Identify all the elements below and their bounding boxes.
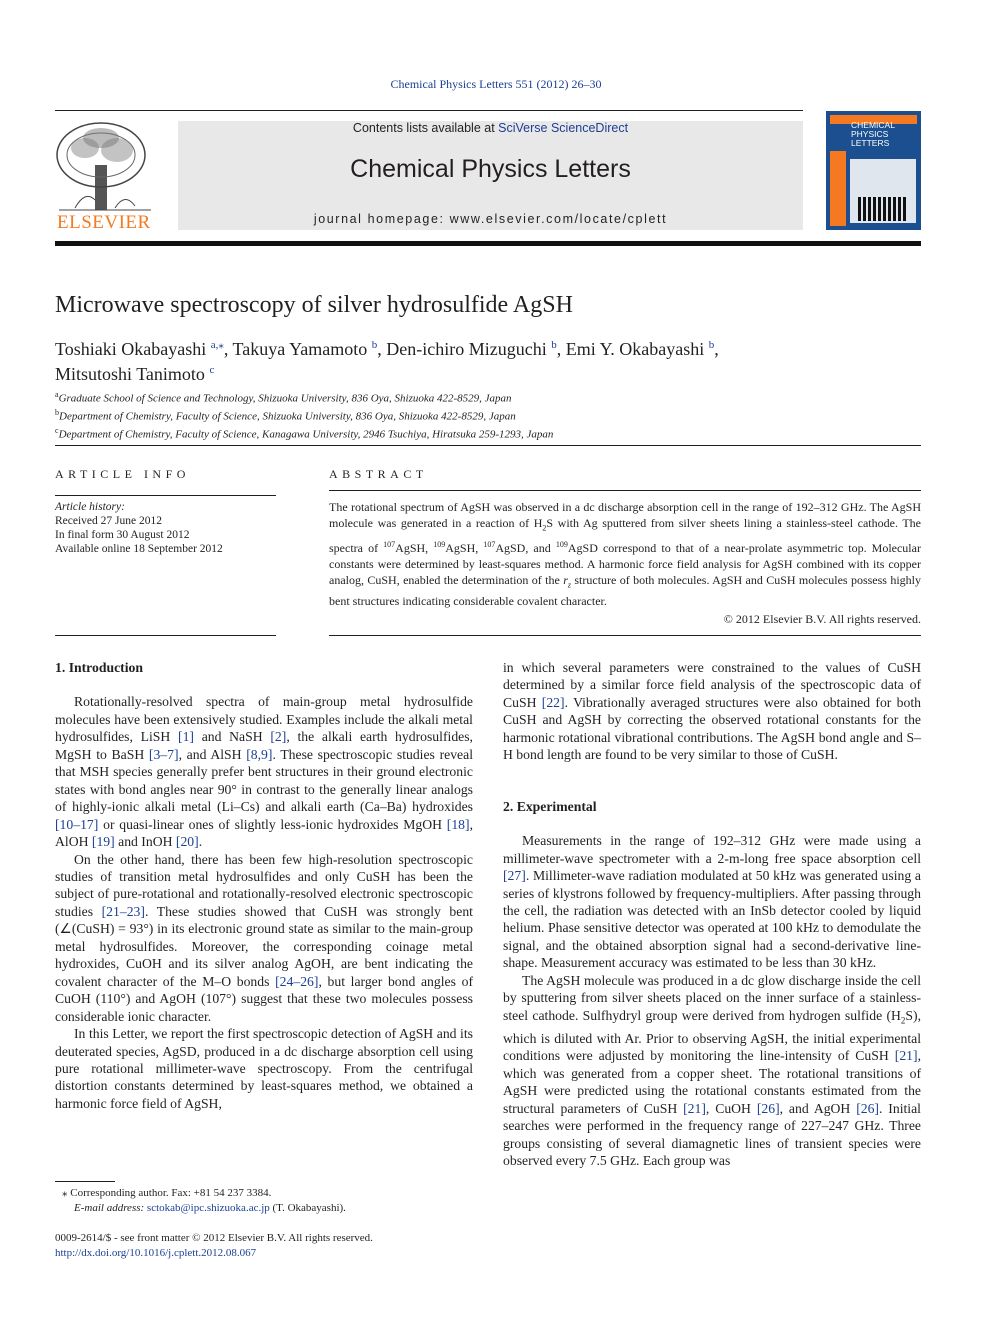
affiliation-c [55,424,553,442]
journal-cover [826,111,921,230]
history-label: Article history: [55,501,125,513]
article-title: Microwave spectroscopy of silver hydrosulfide AgSH [55,292,573,318]
experimental-paragraph: Measurements in the range of 192–312 GHz were made using a millimeter-wave spectrometer with a 2-m-long free space absorption cell [27]. Millimeter-wave radiation modulated at 50 kHz was generated using a series of klystrons followed by frequency-multipliers. After passing through the cell, the radiation was detected with an InSb detector cooled by liquid helium. Phase sensitive detector was operated at 100 kHz to demodulate the signal, and the obtained absorption signal had a second-derivative line-shape. Measurement accuracy was estimated to be less than 30 kHz. [503,833,921,971]
author-affiliation-ref[interactable]: b [708,339,715,351]
elsevier-logo [55,120,155,232]
info-rule-bottom [55,635,276,636]
final-form-date: In final form 30 August 2012 [55,529,190,541]
right-column [503,659,921,1170]
author-name: Takuya Yamamoto [232,339,368,359]
email-line [62,1201,346,1216]
issn-line: 0009-2614/$ - see front matter © 2012 Elsevier B.V. All rights reserved. [55,1232,373,1244]
intro-paragraph-continued: in which several parameters were constrained to the values of CuSH determined by a similar force field analysis of the spectroscopic data of CuSH [22]. Vibrationally averaged structures were also obtained for both CuSH and AgSH by correcting the observed rotational constants for the harmonic rotational vibrational contributions. The AgSH bond angle and S–H bond length are found to be very similar to those of CuSH. [503,660,921,763]
author-affiliation-ref[interactable]: c [209,364,215,376]
info-rule-top [55,495,276,496]
abstract-rule-bottom [329,635,921,636]
affiliation-text: Department of Chemistry, Faculty of Science, Shizuoka University, 836 Oya, Shizuoka 422-8529, Japan [59,410,516,423]
experimental-paragraph: The AgSH molecule was produced in a dc glow discharge inside the cell by sputtering from silver sheets placed on the inner surface of a stainless-steel cathode. Sulfhydryl group were derived from hydrogen sulfide $(H_2S)$, which is diluted with Ar. Prior to observing AgSH, the initial experimental conditions were adjusted by monitoring the line-intensity of CuSH [21], which was generated from a copper sheet. The rotational transitions of AgSH were predicted using the rotational constants estimated from the structural parameters of CuSH [21], CuOH [26], and AgOH [26]. Initial searches were performed in the frequency range of 227–247 GHz. Three groups consisting of several diamagnetic lines of transient species were observed every 7.5 GHz. Each group was [503,972,921,1169]
corresponding-footnote [62,1186,346,1215]
abstract-body: The rotational spectrum of AgSH was observed in a dc discharge absorption cell in the range of 192–312 GHz. The AgSH molecule was generated in a reaction of $H_2S$ with Ag sputtered from silver sheets lining a stainless-steel cathode. The spectra of $^{107}$AgSH, $^{109}$AgSH, $^{107}$AgSD, and $^{109}$AgSD correspond to that of a near-prolate asymmetric top. Molecular constants were determined by least-squares method. A harmonic force field analysis for AgSH combined with its copper analog, CuSH, enabled the determination of the $r_z$ structure of both molecules. AgSH and CuSH molecules possess highly bent structures indicating considerable covalent character. [329,500,921,609]
elsevier-wordmark: ELSEVIER [57,212,151,233]
affiliation-key: c [55,426,59,436]
header-divider [55,110,803,111]
received-date: Received 27 June 2012 [55,515,162,527]
abstract-copyright: © 2012 Elsevier B.V. All rights reserved. [723,612,921,626]
affiliations [55,388,553,442]
doi-link[interactable]: http://dx.doi.org/10.1016/j.cplett.2012.08.067 [55,1246,257,1259]
author-separator: , [556,339,562,359]
header-thick-rule [55,241,921,246]
online-date: Available online 18 September 2012 [55,543,223,555]
abstract-heading: ABSTRACT [329,467,428,481]
affiliation-key: a [55,390,59,399]
contents-line [178,121,803,135]
author-name: Den-ichiro Mizuguchi [386,339,547,359]
author-separator: , [714,339,719,359]
journal-citation: Chemical Physics Letters 551 (2012) 26–30 [390,77,602,91]
abstract-rule-top [329,490,921,491]
cover-spectrum-icon [856,193,908,221]
author-separator: , [223,339,229,359]
footnote-rule [55,1181,115,1182]
intro-paragraph: Rotationally-resolved spectra of main-group metal hydrosulfide molecules have been extensively studied. Examples include the alkali metal hydrosulfides, LiSH [1] and NaSH [2], the alkali earth hydrosulfides, MgSH to BaSH [3–7], and AlSH [8,9]. These spectroscopic studies reveal that MSH species generally prefer bent structures in their ground electronic states with bond angles near 90° in contrast to the generally linear analogs of highly-ionic alkali metal (Li–Cs) and alkali earth (Ca–Ba) hydroxides [10–17] or quasi-linear ones of slightly less-ionic hydroxides MgOH [18], AlOH [19] and InOH [20]. [55,694,473,850]
journal-title: Chemical Physics Letters [350,155,631,183]
affiliation-b [55,406,553,424]
introduction-heading: 1. Introduction [55,660,143,675]
author-separator: , [377,339,382,359]
author-list [55,335,921,385]
article-info-heading: ARTICLE INFO [55,467,190,481]
contents-prefix: Contents lists available at [352,121,495,135]
affiliation-key: b [55,408,59,418]
article-history [55,500,223,556]
front-matter [55,1231,373,1260]
affiliation-text: Department of Chemistry, Faculty of Science, Kanagawa University, 2946 Tsuchiya, Hiratsuka 259-1293, Japan [58,428,554,441]
author-name: Mitsutoshi Tanimoto [55,364,205,384]
author-affiliation-ref[interactable]: a,⁎ [210,339,224,351]
author-affiliation-ref[interactable]: b [371,339,378,351]
sciencedirect-link[interactable]: SciVerse ScienceDirect [498,121,629,135]
intro-paragraph: On the other hand, there has been few high-resolution spectroscopic studies of transition metal hydrosulfides and only CuSH has been the subject of pure-rotational and rotationally-resolved electronic spectroscopic studies [21–23]. These studies showed that CuSH was strongly bent (∠(CuSH) = 93°) in its electronic ground state as similar to the main-group metal hydrosulfides. Moreover, the corresponding coinage metal hydroxides, CuOH and its silver analog AgOH, are bent indicating the covalent character of the M–O bonds [24–26], but larger bond angles of CuOH (110°) and AgOH (107°) suggest that these two molecules possess considerable ionic character. [55,851,473,1024]
cover-title: CHEMICAL PHYSICS LETTERS [851,120,895,148]
left-column [55,659,473,1112]
author-email-link[interactable]: sctokab@ipc.shizuoka.ac.jp [146,1201,270,1214]
affiliation-divider [55,445,921,446]
email-label: E-mail address: [74,1201,145,1214]
email-owner: (T. Okabayashi). [272,1201,346,1214]
author-name: Toshiaki Okabayashi [55,339,207,359]
affiliation-a [55,388,553,406]
author-name: Emi Y. Okabayashi [565,339,705,359]
corresponding-author: ⁎ Corresponding author. Fax: +81 54 237 3384. [62,1187,272,1199]
affiliation-text: Graduate School of Science and Technology, Shizuoka University, 836 Oya, Shizuoka 422-8529, Japan [58,392,512,405]
author-affiliation-ref[interactable]: b [551,339,557,351]
journal-homepage[interactable]: journal homepage: www.elsevier.com/locate/cplett [313,212,668,226]
intro-paragraph: In this Letter, we report the first spectroscopic detection of AgSH and its deuterated species, AgSD, produced in a dc discharge absorption cell using pure rotational millimeter-wave spectroscopy. From the centrifugal distortion constants determined by least-squares method, we obtained a harmonic force field of AgSH, [55,1026,473,1111]
experimental-heading: 2. Experimental [503,798,597,814]
